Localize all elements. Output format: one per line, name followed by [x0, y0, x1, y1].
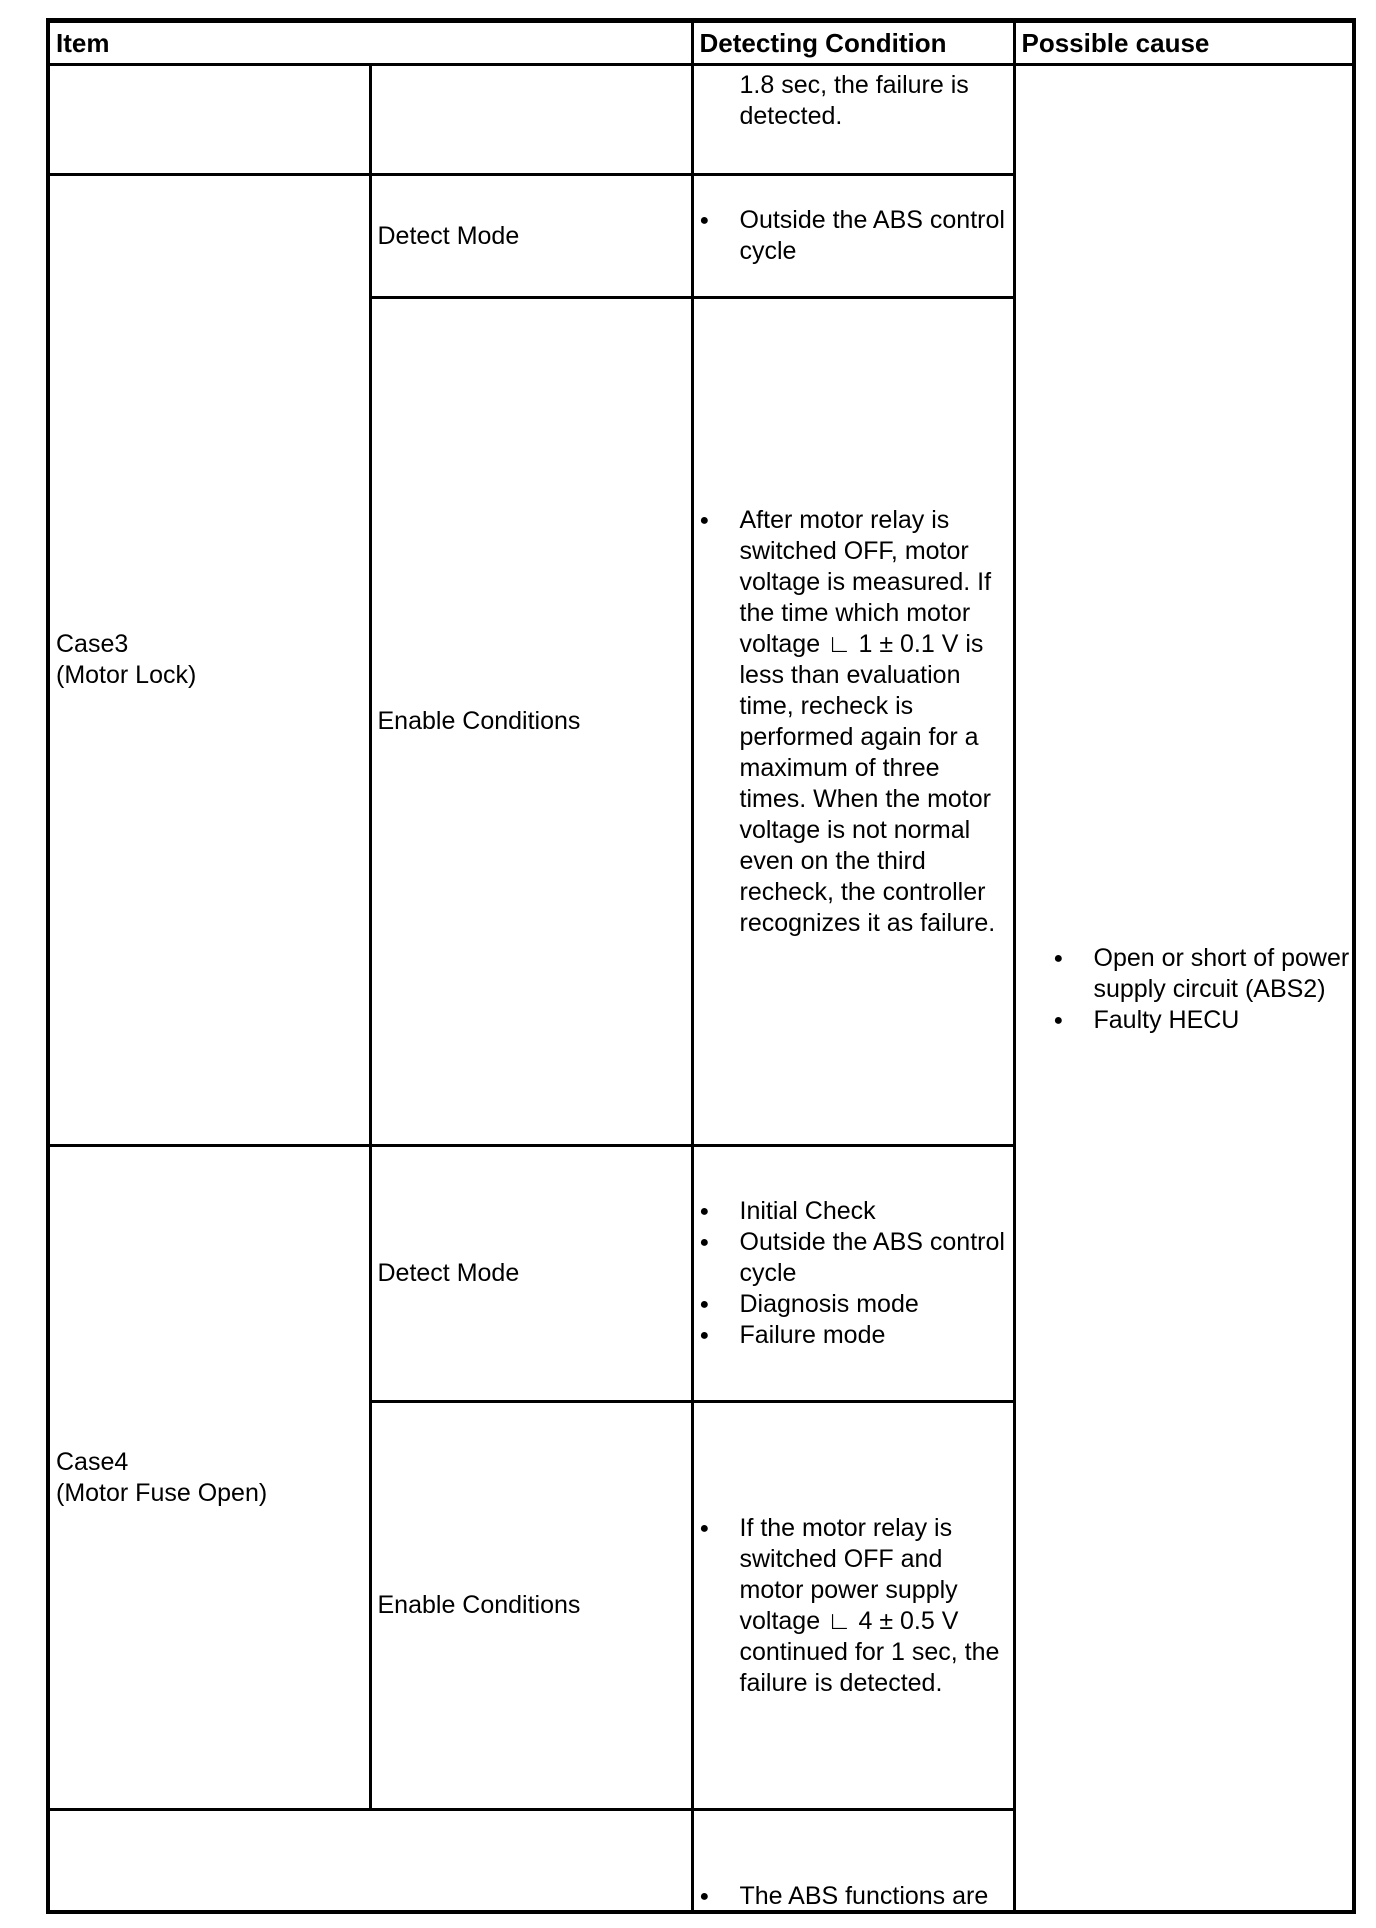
header-detecting-condition: Detecting Condition	[692, 23, 1014, 65]
case4-detect-mode-label: Detect Mode	[370, 1146, 692, 1402]
continuation-row	[50, 65, 1352, 175]
header-possible-cause: Possible cause	[1014, 23, 1352, 65]
possible-cause-list	[1054, 943, 1353, 1036]
case3-detect-mode-cell	[692, 175, 1014, 298]
possible-cause-cell	[1014, 65, 1352, 1914]
list-item: ● Failure mode	[700, 1320, 1013, 1351]
case4-detect-list	[700, 1196, 1013, 1351]
cause-item: ● Faulty HECU	[1054, 1005, 1353, 1036]
list-item: ● After motor relay is switched OFF, motor voltage is measured. If the time which motor voltage ∟ 1 ± 0.1 V is less than evaluation time, recheck is performed again for a maximum of three times. When the motor voltage is not normal even on the third recheck, the controller recognizes it as failure.	[700, 505, 1013, 939]
diagnostic-table	[50, 23, 1352, 1914]
header-item: Item	[50, 23, 692, 65]
case3-enable-label: Enable Conditions	[370, 298, 692, 1146]
case4-enable-list	[700, 1513, 1013, 1699]
case3-detect-list	[700, 205, 1013, 267]
list-item: ● The ABS functions are	[700, 1881, 1013, 1912]
list-item: ● Diagnosis mode	[700, 1289, 1013, 1320]
case4-detect-mode-cell	[692, 1146, 1014, 1402]
case3-detect-mode-label: Detect Mode	[370, 175, 692, 298]
list-item: ● If the motor relay is switched OFF and motor power supply voltage ∟ 4 ± 0.5 V continued for 1 sec, the failure is detected.	[700, 1513, 1013, 1699]
case4-enable-label: Enable Conditions	[370, 1402, 692, 1810]
bottom-condition-cell	[692, 1810, 1014, 1914]
case3-label: Case3 (Motor Lock)	[50, 175, 370, 1146]
list-item: ● Outside the ABS control cycle	[700, 205, 1013, 267]
diagnostic-table-frame	[46, 18, 1356, 1914]
continuation-condition-cell	[692, 65, 1014, 175]
header-row	[50, 23, 1352, 65]
bottom-condition-list	[700, 1881, 1013, 1912]
case3-enable-list	[700, 505, 1013, 939]
continuation-sub-cell	[370, 65, 692, 175]
list-item: ● Outside the ABS control cycle	[700, 1227, 1013, 1289]
bottom-item-cell	[50, 1810, 692, 1914]
continuation-item-cell	[50, 65, 370, 175]
case4-enable-cell	[692, 1402, 1014, 1810]
continuation-text: 1.8 sec, the failure is detected.	[739, 71, 969, 130]
list-item: ● Initial Check	[700, 1196, 1013, 1227]
case3-enable-cell	[692, 298, 1014, 1146]
case4-label: Case4 (Motor Fuse Open)	[50, 1146, 370, 1810]
cause-item: ● Open or short of power supply circuit (ABS2)	[1054, 943, 1353, 1005]
